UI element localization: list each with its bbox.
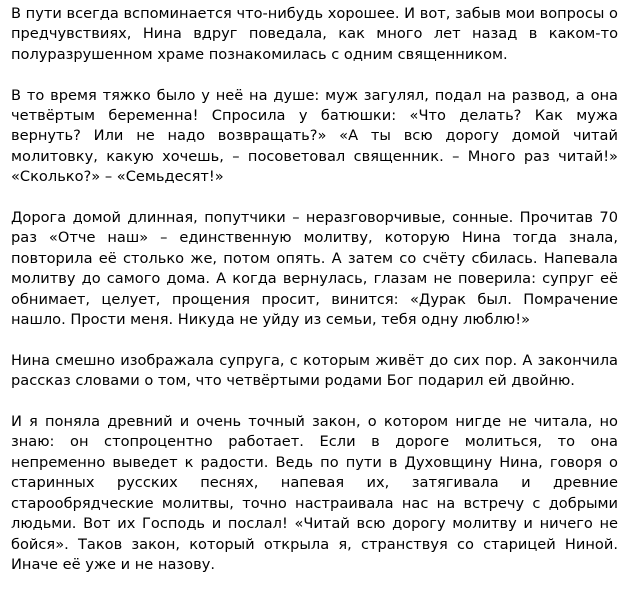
paragraph-2: В то время тяжко было у неё на душе: муж загулял, подал на развод, а она четвёртым беременна! Спросила у батюшки: «Что делать? Как мужа вернуть? Или не надо возвращать?» «А ты всю дорогу домой читай молитовку, какую хочешь, – посоветовал священник. – Много раз читай!» «Сколько?» – «Семьдесят!» (11, 86, 618, 186)
paragraph-4: Нина смешно изображала супруга, с которым живёт до сих пор. А закончила рассказ словами о том, что четвёртыми родами Бог подарил ей двойню. (11, 351, 618, 390)
paragraph-1: В пути всегда вспоминается что-нибудь хорошее. И вот, забыв мои вопросы о предчувствиях, Нина вдруг поведала, как много лет назад в каком-то полуразрушенном храме познакомилась с одним священником. (11, 5, 618, 63)
paragraph-5: И я поняла древний и очень точный закон, о котором нигде не читала, но знаю: он стопроцентно работает. Если в дороге молиться, то она непременно выведет к радости. Ведь по пути в Духовщину Нина, говоря о старинных русских песнях, напевая их, затягивала и древние старообрядческие молитвы, точно настраивала нас на встречу с добрыми людьми. Вот их Господь и послал! «Читай всю дорогу молитву и ничего не бойся». Таков закон, который открыла я, странствуя со старицей Ниной. Иначе её уже и не назову. (11, 413, 618, 573)
paragraph-3: Дорога домой длинная, попутчики – неразговорчивые, сонные. Прочитав 70 раз «Отче наш» – единственную молитву, которую Нина тогда знала, повторила её столько же, потом опять. А затем со счёту сбилась. Напевала молитву до самого дома. А когда вернулась, глазам не поверила: супруг её обнимает, целует, прощения просит, винится: «Дурак был. Помрачение нашло. Прости меня. Никуда не уйду из семьи, тебя одну люблю!» (11, 209, 618, 329)
